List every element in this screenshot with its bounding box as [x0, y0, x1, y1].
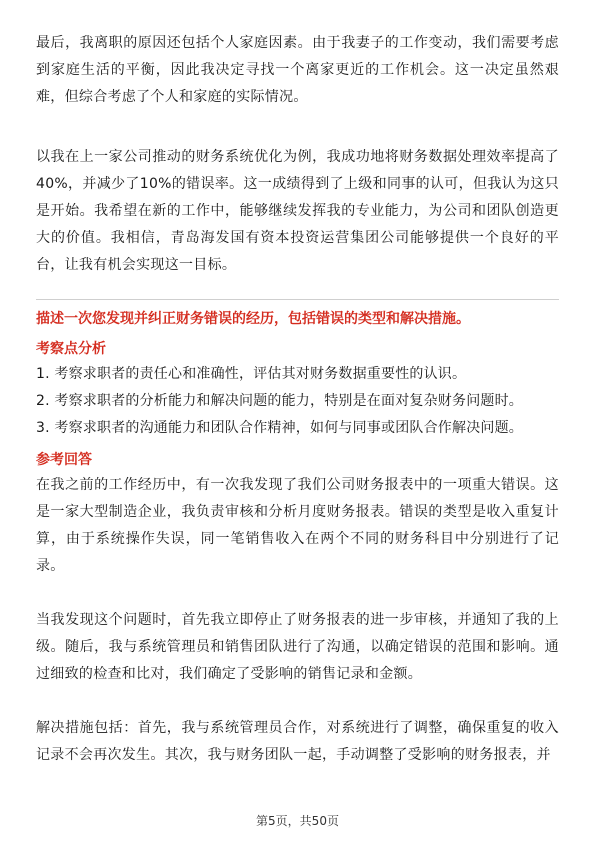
answer-paragraph-1: 在我之前的工作经历中，有一次我发现了我们公司财务报表中的一项重大错误。这是一家大型制造企业，我负责审核和分析月度财务报表。错误的类型是收入重复计算，由于系统操作失误，同一笔销售收入在两个不同的财务科目中分别进行了记录。	[36, 477, 559, 574]
qa-section	[36, 307, 559, 769]
answer-title: 参考回答	[36, 452, 92, 468]
answer-paragraph-2: 当我发现这个问题时，首先我立即停止了财务报表的进一步审核，并通知了我的上级。随后，我与系统管理员和销售团队进行了沟通，以确定错误的范围和影响。通过细致的检查和比对，我们确定了受影响的销售记录和金额。	[36, 612, 559, 682]
answer-paragraph-3: 解决措施包括：首先，我与系统管理员合作，对系统进行了调整，确保重复的收入记录不会再次发生。其次，我与财务团队一起，手动调整了受影响的财务报表，并	[36, 720, 559, 763]
intro-paragraph-2: 以我在上一家公司推动的财务系统优化为例，我成功地将财务数据处理效率提高了40%，并减少了10%的错误率。这一成绩得到了上级和同事的认可，但我认为这只是开始。我希望在新的工作中，能够继续发挥我的专业能力，为公司和团队创造更大的价值。我相信，青岛海发国有资本投资运营集团公司能够提供一个良好的平台，让我有机会实现这一目标。	[36, 149, 559, 273]
section-divider	[36, 299, 559, 300]
question-heading: 描述一次您发现并纠正财务错误的经历，包括错误的类型和解决措施。	[36, 311, 470, 327]
analysis-item-1: 1. 考察求职者的责任心和准确性，评估其对财务数据重要性的认识。	[36, 366, 467, 382]
intro-paragraph-1: 最后，我离职的原因还包括个人家庭因素。由于我妻子的工作变动，我们需要考虑到家庭生活的平衡，因此我决定寻找一个离家更近的工作机会。这一决定虽然艰难，但综合考虑了个人和家庭的实际情况。	[36, 35, 559, 105]
analysis-title: 考察点分析	[36, 341, 106, 357]
analysis-item-2: 2. 考察求职者的分析能力和解决问题的能力，特别是在面对复杂财务问题时。	[36, 393, 524, 409]
page-number: 第5页，共50页	[256, 814, 339, 828]
document-page	[36, 30, 559, 279]
analysis-item-3: 3. 考察求职者的沟通能力和团队合作精神，如何与同事或团队合作解决问题。	[36, 420, 524, 436]
